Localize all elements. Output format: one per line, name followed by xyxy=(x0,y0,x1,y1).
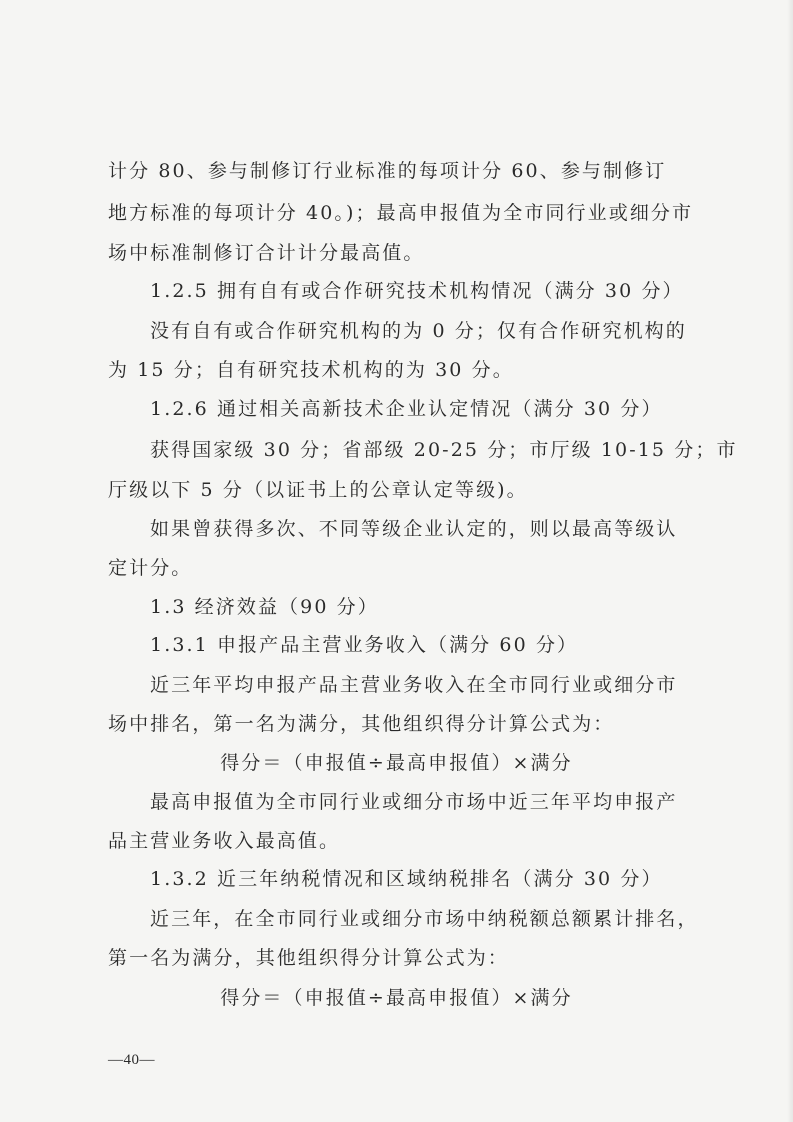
scan-edge-shadow xyxy=(787,0,793,1122)
text-line: 近三年，在全市同行业或细分市场中纳税额总额累计排名， xyxy=(150,908,699,930)
section-heading: 1.3.1 申报产品主营业务收入（满分 60 分） xyxy=(150,634,579,656)
text-line: 如果曾获得多次、不同等级企业认定的，则以最高等级认 xyxy=(150,518,678,540)
text-line: 品主营业务收入最高值。 xyxy=(108,830,341,852)
text-line: 厅级以下 5 分（以证书上的公章认定等级)。 xyxy=(108,479,528,501)
formula: 得分＝（申报值÷最高申报值）×满分 xyxy=(220,987,573,1009)
text-line: 第一名为满分，其他组织得分计算公式为： xyxy=(108,947,509,969)
text-line: 为 15 分；自有研究技术机构的为 30 分。 xyxy=(108,359,514,381)
text-line: 没有自有或合作研究机构的为 0 分；仅有合作研究机构的 xyxy=(150,320,687,342)
text-line: 地方标准的每项计分 40。)；最高申报值为全市同行业或细分市 xyxy=(108,202,694,224)
section-heading: 1.3.2 近三年纳税情况和区域纳税排名（满分 30 分） xyxy=(150,868,663,890)
section-heading: 1.2.6 通过相关高新技术企业认定情况（满分 30 分） xyxy=(150,398,663,420)
text-line: 场中标准制修订合计计分最高值。 xyxy=(108,242,425,264)
page-number: —40— xyxy=(108,1052,155,1068)
text-line: 近三年平均申报产品主营业务收入在全市同行业或细分市 xyxy=(150,674,678,696)
text-line: 定计分。 xyxy=(108,557,193,579)
text-line: 获得国家级 30 分；省部级 20-25 分；市厅级 10-15 分；市 xyxy=(150,439,738,461)
text-line: 最高申报值为全市同行业或细分市场中近三年平均申报产 xyxy=(150,791,678,813)
text-line: 计分 80、参与制修订行业标准的每项计分 60、参与制修订 xyxy=(108,160,667,182)
section-heading: 1.2.5 拥有自有或合作研究技术机构情况（满分 30 分） xyxy=(150,280,684,302)
text-line: 场中排名，第一名为满分，其他组织得分计算公式为： xyxy=(108,713,615,735)
formula: 得分＝（申报值÷最高申报值）×满分 xyxy=(220,752,573,774)
section-heading: 1.3 经济效益（90 分） xyxy=(150,596,379,618)
